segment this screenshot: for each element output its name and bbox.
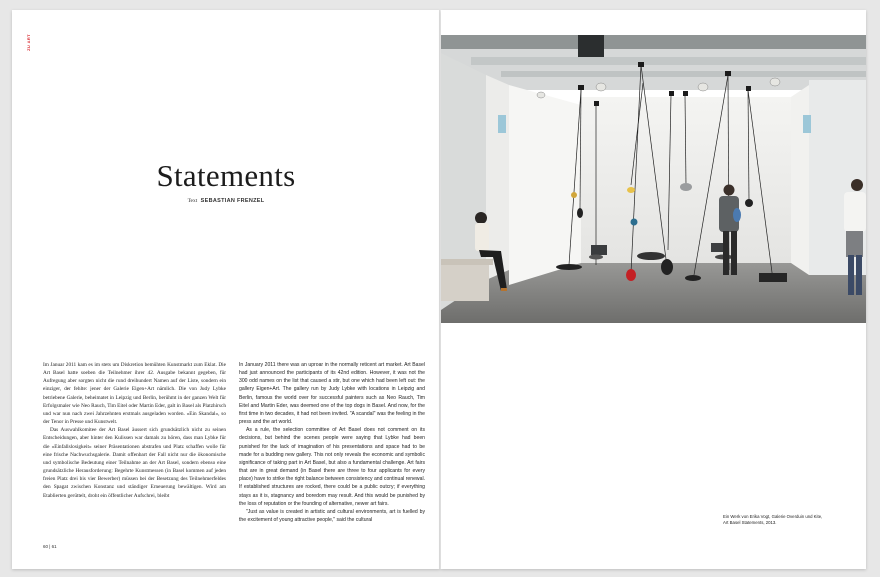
byline-author: SEBASTIAN FRENZEL (200, 198, 265, 204)
page-numbers: 60 | 61 (43, 544, 57, 549)
caption-line: Art Basel Statements, 2013. (723, 520, 777, 525)
left-page (12, 10, 440, 569)
section-tag: ZU ART (26, 34, 31, 51)
english-paragraph: As a rule, the selection committee of Art Basel does not comment on its decisions, but behind the scenes people were saying that Lybke had been punished for the lack of imagination of his presentations and space had to be made for a budding new gallery. This not only reveals the economic and symbolic significance of taking part in Art Basel, but also a fundamental challenge. Art fairs that are in great demand (in Basel there are three to four applicants for every place) have to strike the right balance between consistency and continual renewal. If established structures are rocked, there could be a public outcry; if everything stays as it is, stagnancy and boredom may result. And this would be punished by the loss of reputation or the founding of alternative, newer art fairs. (239, 427, 425, 507)
photo-caption (723, 514, 843, 526)
english-paragraph: In January 2011 there was an uproar in the normally reticent art market. Art Basel had just announced the participants of its 42nd edition. However, it was not the 300 odd names on the list that caused a stir, but one which had been left out: the gallery Eigen+Art. The gallery run by Judy Lybke with locations in Leipzig and Berlin, famous the world over for successful painters such as Neo Rauch, Tim Eitel and Martin Eder, was deemed one of the top dogs in Basel. And now, for the first time in two decades, it had not been invited. "A scandal" was the feeling in the press and the art world. (239, 362, 425, 426)
byline-prefix: Text (187, 198, 198, 204)
right-page (441, 10, 866, 569)
article-title: Statements (156, 158, 296, 193)
german-paragraph: Im Januar 2011 kam es im stets um Diskretion bemühten Kunstmarkt zum Eklat. Die Art Basel hatte soeben die Teilnehmer ihrer 42. Ausgabe bekannt gegeben, für Aufregung aber sorgten nicht die rund dreihundert Namen auf der Liste, sondern ein einziger, der fehlte: jener der Galerie Eigen+Art nämlich. Die von Judy Lybke betriebene Galerie, beheimatet in Leipzig und Berlin, berühmt in der ganzen Welt für Erfolgsmaler wie Neo Rauch, Tim Eitel oder Martin Eder, galt in Basel als Platzhirsch und war nun nach zwei Jahrzehnten erstmals ausgeladen worden. «Ein Skandal», so der Tenor in Presse und Kunstwelt. (43, 362, 226, 426)
german-text-column (43, 361, 226, 500)
byline (12, 198, 440, 204)
gallery-installation-photo (441, 35, 866, 323)
caption-line: Ein Werk von Erika Vogt, Galerie Overduin und Kite, (723, 514, 823, 519)
english-paragraph: "Just as value is created in artistic and cultural environments, art is fuelled by the excitement of young attractive people," said the cultural (239, 508, 425, 523)
english-text-column (239, 361, 425, 524)
german-paragraph: Das Auswahlkomitee der Art Basel äussert sich grundsätzlich nicht zu seinen Entscheidungen, aber hinter den Kulissen war damals zu hören, dass man Lybke für die «Einfallslosigkeit» seiner Präsentationen abstrafen und Platz schaffen wolle für eine frische Nachwuchsgalerie. Damit offenbart der Fall nicht nur die ökonomische und symbolische Bedeutung einer Teilnahme an der Art Basel, sondern ebenso eine grundsätzliche Herausforderung: Begehrte Kunstmessen (in Basel kommen auf jeden freien Platz drei bis vier Bewerber) müssen bei der Besetzung des Teilnehmerfeldes den Spagat zwischen Konstanz und ständiger Erneuerung bewältigen. Wird am Etablierten gerüttelt, droht ein öffentlicher Aufschrei, bleibt (43, 427, 226, 499)
